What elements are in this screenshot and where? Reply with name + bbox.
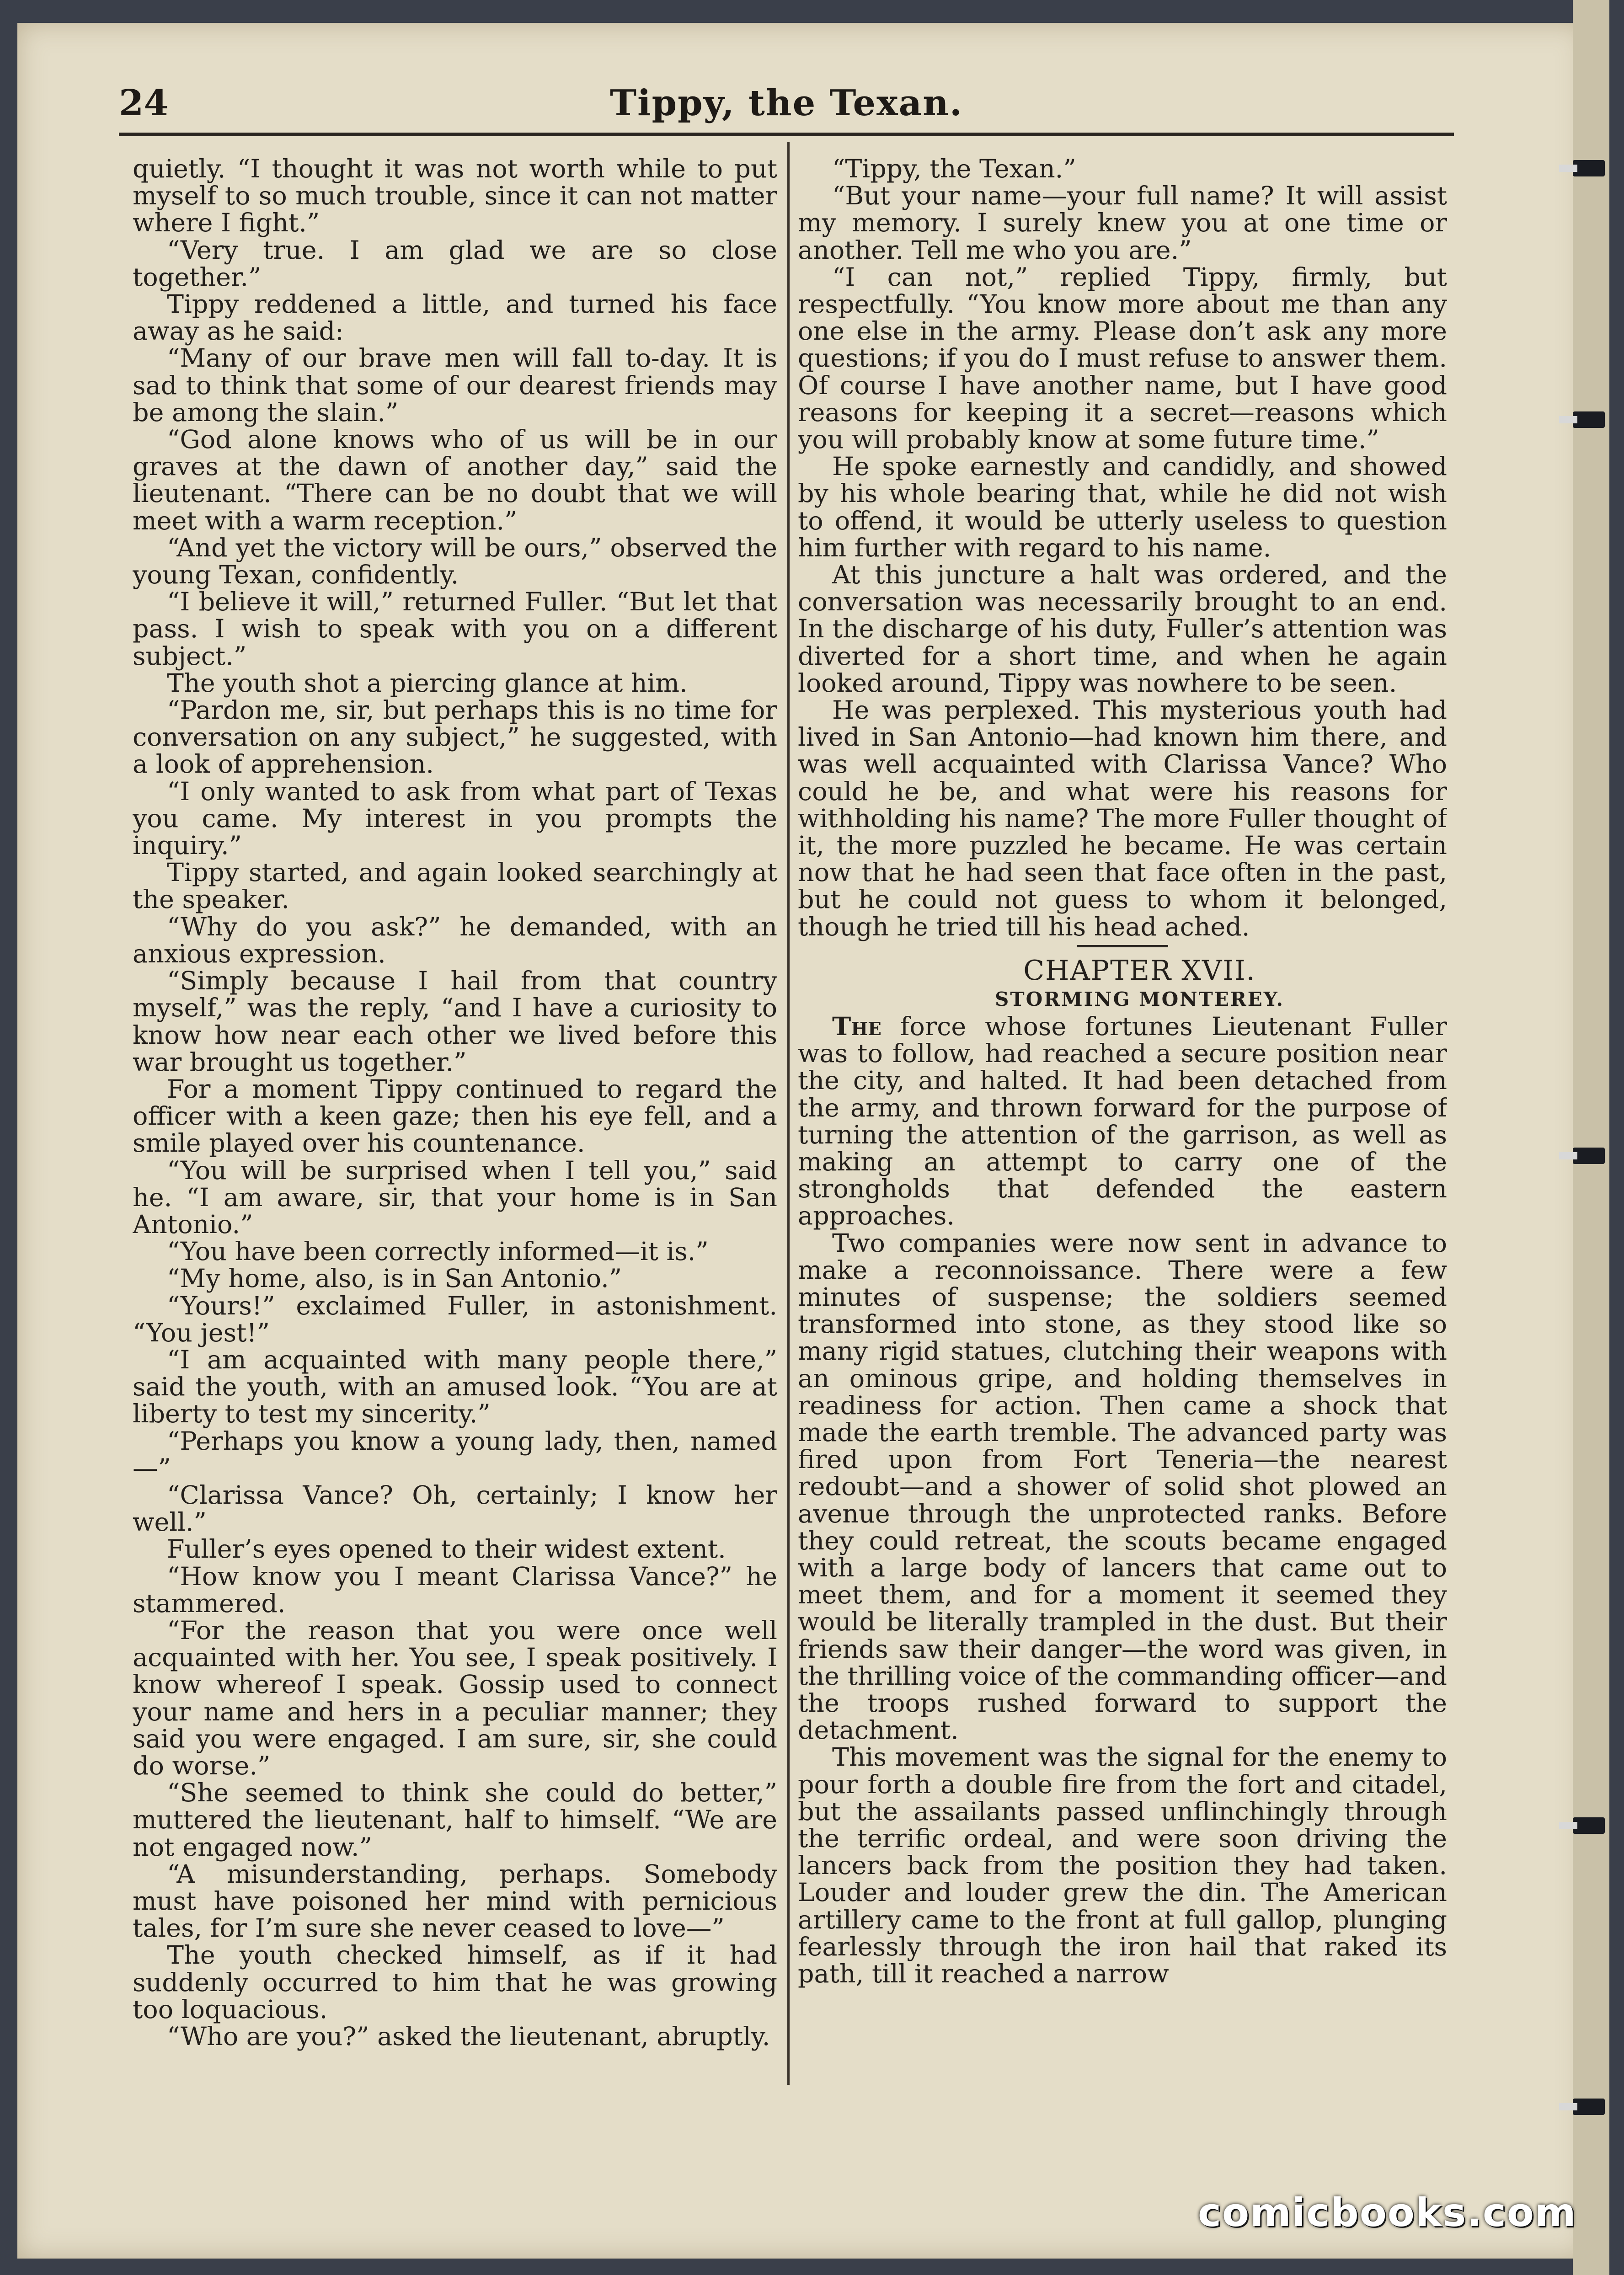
paragraph: Fuller’s eyes opened to their widest extent. — [167, 1534, 726, 1565]
paragraph: “Simply because I hail from that country myself,” was the reply, “and I have a curiosity to know how near each other we lived before this war brought us together.” — [133, 966, 777, 1077]
paragraph: At this juncture a halt was ordered, and the conversation was necessarily brought to an end. In the discharge of his duty, Fuller’s attention was diverted for a short time, and when he again looked around, Tippy was nowhere to be seen. — [798, 560, 1447, 698]
paragraph: “Perhaps you know a young lady, then, named—” — [133, 1426, 777, 1483]
chapter-title: CHAPTER XVII. — [1023, 954, 1256, 987]
chapter-subtitle: STORMING MONTEREY. — [995, 988, 1284, 1010]
chapter-first-paragraph-text: force whose fortunes Lieutenant Fuller was to follow, had reached a secure position near the city, and halted. It had been detached from the army, and thrown forward for the purpose of turning the attention of the garrison, as well as making an attempt to carry one of the strongholds that defended the eastern approaches. — [798, 1011, 1447, 1231]
paragraph: “Why do you ask?” he demanded, with an anxious expression. — [133, 912, 777, 969]
paragraph: “Clarissa Vance? Oh, certainly; I know her well.” — [133, 1480, 777, 1538]
staple-clip — [1573, 1817, 1605, 1834]
running-title: Tippy, the Texan. — [609, 82, 963, 124]
paragraph: This movement was the signal for the enemy to pour forth a double fire from the fort and citadel, but the assailants passed unflinchingly through the terrific ordeal, and were soon driving the lancers back from the position they had taken. Louder and louder grew the din. The American artillery came to the front at full gallop, plunging fearlessly through the iron hail that raked its path, till it reached a narrow — [798, 1742, 1447, 1989]
site-watermark: comicbooks.com — [1198, 2190, 1577, 2236]
paragraph: “I believe it will,” returned Fuller. “But let that pass. I wish to speak with you on a different subject.” — [133, 587, 777, 671]
paragraph: “And yet the victory will be ours,” observed the young Texan, confidently. — [133, 533, 777, 590]
paragraph: “For the reason that you were once well acquainted with her. You see, I speak positively. I know whereof I speak. Gossip used to connect your name and hers in a peculiar manner; they said you were engaged. I am sure, sir, she could do worse.” — [133, 1615, 777, 1781]
right-column-top — [798, 155, 1447, 940]
page-header — [119, 73, 1454, 123]
chapter-lead-word: The — [832, 1011, 881, 1041]
paragraph: “But your name—your full name? It will assist my memory. I surely knew you at one time or another. Tell me who you are.” — [798, 181, 1447, 265]
paragraph: “You will be surprised when I tell you,” said he. “I am aware, sir, that your home is in San Antonio.” — [133, 1155, 777, 1239]
page-number: 24 — [119, 82, 169, 124]
paragraph: quietly. “I thought it was not worth while to put myself to so much trouble, since it can not matter where I fight.” — [133, 155, 777, 238]
header-rule — [119, 133, 1454, 136]
staple-clip — [1573, 411, 1605, 428]
paragraph: “How know you I meant Clarissa Vance?” he stammered. — [133, 1561, 777, 1618]
paragraph: He spoke earnestly and candidly, and showed by his whole bearing that, while he did not wish to offend, it would be utterly useless to question him further with regard to his name. — [798, 452, 1447, 563]
paragraph: “Many of our brave men will fall to-day. It is sad to think that some of our dearest friends may be among the slain.” — [133, 343, 777, 427]
paragraph: “I can not,” replied Tippy, firmly, but respectfully. “You know more about me than any one else in the army. Please don’t ask any more questions; if you do I must refuse to answer them. Of course I have another name, but I have good reasons for keeping it a secret—reasons which you will probably know at some future time.” — [798, 262, 1447, 455]
paragraph: “Tippy, the Texan.” — [832, 155, 1076, 184]
right-column-bottom — [798, 1230, 1447, 1988]
left-column — [133, 155, 777, 2076]
section-rule — [1077, 945, 1168, 947]
paragraph: “I am acquainted with many people there,” said the youth, with an amused look. “You are at liberty to test my sincerity.” — [133, 1345, 777, 1429]
paragraph: “Yours!” exclaimed Fuller, in astonishment. “You jest!” — [133, 1291, 777, 1348]
paragraph: The youth shot a piercing glance at him. — [167, 668, 688, 698]
right-column — [798, 155, 1447, 2076]
paragraph: “Pardon me, sir, but perhaps this is no time for conversation on any subject,” he suggested, with a look of apprehension. — [133, 695, 777, 780]
column-divider — [787, 142, 790, 2085]
paragraph: “God alone knows who of us will be in our graves at the dawn of another day,” said the lieutenant. “There can be no doubt that we will meet with a warm reception.” — [133, 425, 777, 536]
page-binding-edge — [1573, 0, 1609, 2275]
paragraph: Two companies were now sent in advance to make a reconnoissance. There were a few minutes of suspense; the soldiers seemed transformed into stone, as they stood like so many rigid statues, clutching their weapons with an ominous gripe, and holding themselves in readiness for action. Then came a shock that made the earth tremble. The advanced party was fired upon from Fort Teneria—the nearest redoubt—and a shower of solid shot plowed an avenue through the unprotected ranks. Before they could retreat, the scouts became engaged with a large body of lancers that came out to meet them, and for a moment it seemed they would be literally trampled in the dust. But their friends saw their danger—the word was given, in the thrilling voice of the commanding officer—and the troops rushed forward to support the detachment. — [798, 1228, 1447, 1746]
paragraph: “She seemed to think she could do better,” muttered the lieutenant, half to himself. “We are not engaged now.” — [133, 1778, 777, 1862]
paragraph: He was perplexed. This mysterious youth had lived in San Antonio—had known him there, and was well acquainted with Clarissa Vance? Who could he be, and what were his reasons for withholding his name? The more Fuller thought of it, the more puzzled he became. He was certain now that he had seen that face often in the past, but he could not guess to whom it belonged, though he tried till his head ached. — [798, 695, 1447, 942]
paragraph: For a moment Tippy continued to regard the officer with a keen gaze; then his eye fell, and a smile played over his countenance. — [133, 1074, 777, 1159]
paragraph: Tippy reddened a little, and turned his face away as he said: — [133, 289, 777, 347]
paragraph: “Very true. I am glad we are so close together.” — [133, 235, 777, 292]
paragraph: “Who are you?” asked the lieutenant, abruptly. — [167, 2022, 770, 2052]
paragraph: Tippy started, and again looked searchingly at the speaker. — [133, 858, 777, 915]
paragraph: “A misunderstanding, perhaps. Somebody must have poisoned her mind with pernicious tales, for I’m sure she never ceased to love—” — [133, 1859, 777, 1944]
paragraph: “I only wanted to ask from what part of Texas you came. My interest in you prompts the inquiry.” — [133, 776, 777, 861]
paragraph: “My home, also, is in San Antonio.” — [167, 1264, 622, 1294]
staple-clip — [1573, 160, 1605, 176]
staple-clip — [1573, 2099, 1605, 2115]
chapter-first-paragraph — [798, 1013, 1447, 1230]
paragraph: “You have been correctly informed—it is.” — [167, 1237, 709, 1267]
paragraph: The youth checked himself, as if it had suddenly occurred to him that he was growing too loquacious. — [133, 1940, 777, 2024]
staple-clip — [1573, 1148, 1605, 1164]
